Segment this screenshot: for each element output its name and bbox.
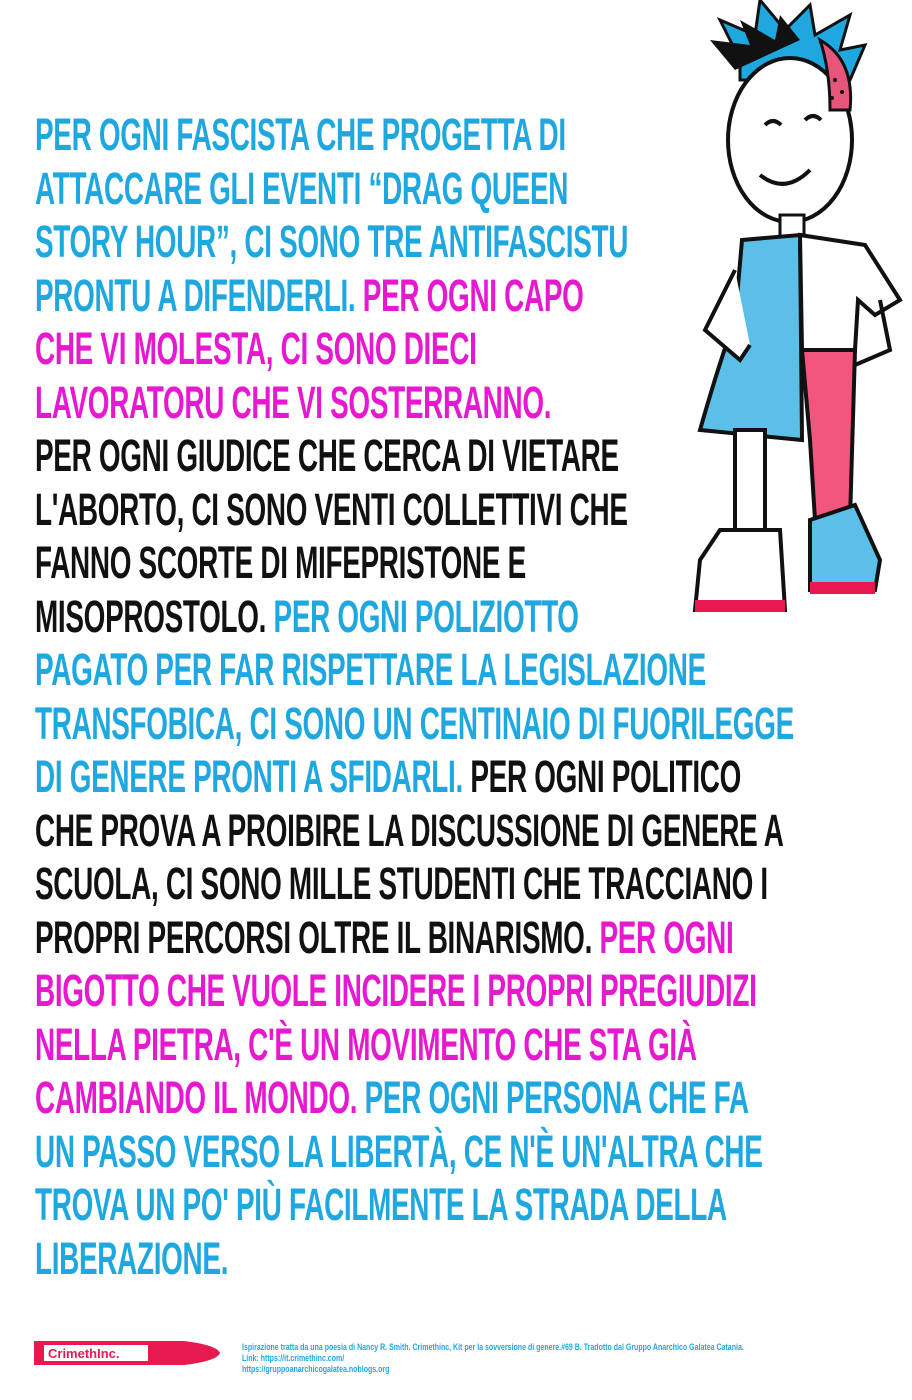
poem-line xyxy=(35,643,794,697)
poem-segment: TRANSFOBICA, CI SONO UN CENTINAIO DI FUORILEGGE xyxy=(35,697,794,749)
poem-segment: CHE VI MOLESTA, CI SONO DIECI xyxy=(35,323,477,374)
poem-line xyxy=(35,964,794,1018)
poem-segment: CAMBIANDO IL MONDO. xyxy=(35,1072,365,1123)
poem-line xyxy=(35,1178,794,1232)
cartoon-kid-illustration xyxy=(680,0,912,620)
poem-segment: PER OGNI CAPO xyxy=(362,269,584,321)
poem-segment: CHE PROVA A PROIBIRE LA DISCUSSIONE DI GENERE A xyxy=(35,804,784,856)
poem-segment: NELLA PIETRA, C'È UN MOVIMENTO CHE STA GIÀ xyxy=(35,1018,697,1070)
poem-segment: PRONTU A DIFENDERLI. xyxy=(35,269,363,321)
poem-segment: L'ABORTO, CI SONO VENTI COLLETTIVI CHE xyxy=(35,483,628,535)
credits xyxy=(242,1342,744,1375)
poem-segment: PER OGNI xyxy=(599,911,734,963)
poem-line xyxy=(35,1125,794,1179)
poem-line xyxy=(35,911,794,965)
poem-segment: TROVA UN PO' PIÙ FACILMENTE LA STRADA DELLA xyxy=(35,1179,727,1230)
poem-segment: PER OGNI POLITICO xyxy=(470,751,742,802)
poem-segment: BIGOTTO CHE VUOLE INCIDERE I PROPRI PREGIUDIZI xyxy=(35,965,757,1016)
poem-segment: PER OGNI GIUDICE CHE CERCA DI VIETARE xyxy=(35,430,619,481)
poem-segment: FANNO SCORTE DI MIFEPRISTONE E xyxy=(35,537,526,588)
poem-line xyxy=(35,1232,794,1286)
poem-segment: ATTACCARE GLI EVENTI “DRAG QUEEN xyxy=(35,162,569,214)
poem-line xyxy=(35,1018,794,1072)
credit-source: Ispirazione tratta da una poesia di Nancy R. Smith. Crimethinc, Kit per la sovversione di genere.#69 B. Tradotto dal Gruppo Anarchico Galatea Catania. xyxy=(242,1342,744,1352)
poem-line xyxy=(35,697,794,751)
poem-segment: STORY HOUR”, CI SONO TRE ANTIFASCISTU xyxy=(35,216,629,267)
poem-segment: SCUOLA, CI SONO MILLE STUDENTI CHE TRACCIANO I xyxy=(35,858,768,909)
poem-segment: PER OGNI FASCISTA CHE PROGETTA DI xyxy=(35,109,566,160)
poem-segment: PROPRI PERCORSI OLTRE IL BINARISMO. xyxy=(35,911,600,963)
poem-line xyxy=(35,1071,794,1125)
poem-line xyxy=(35,857,794,911)
poem-segment: PAGATO PER FAR RISPETTARE LA LEGISLAZIONE xyxy=(35,644,706,695)
logo-text: CrimethInc. xyxy=(48,1346,120,1361)
poem-line xyxy=(35,750,794,804)
poem-segment: PER OGNI POLIZIOTTO xyxy=(273,590,579,642)
poem-segment: LIBERAZIONE. xyxy=(35,1232,229,1284)
poem-segment: UN PASSO VERSO LA LIBERTÀ, CE N'È UN'ALTRA CHE xyxy=(35,1125,763,1177)
poem-segment: DI GENERE PRONTI A SFIDARLI. xyxy=(35,751,471,802)
credit-link-galatea[interactable]: https://gruppoanarchicogalatea.noblogs.org xyxy=(242,1364,390,1374)
crimethinc-logo xyxy=(32,1339,222,1367)
poem-segment: MISOPROSTOLO. xyxy=(35,590,274,642)
poem-line xyxy=(35,804,794,858)
poem-segment: PER OGNI PERSONA CHE FA xyxy=(364,1072,749,1123)
credit-link-crimethinc[interactable]: Link: https://it.crimethinc.com/ xyxy=(242,1353,345,1363)
poem-segment: LAVORATORU CHE VI SOSTERRANNO. xyxy=(35,376,552,428)
